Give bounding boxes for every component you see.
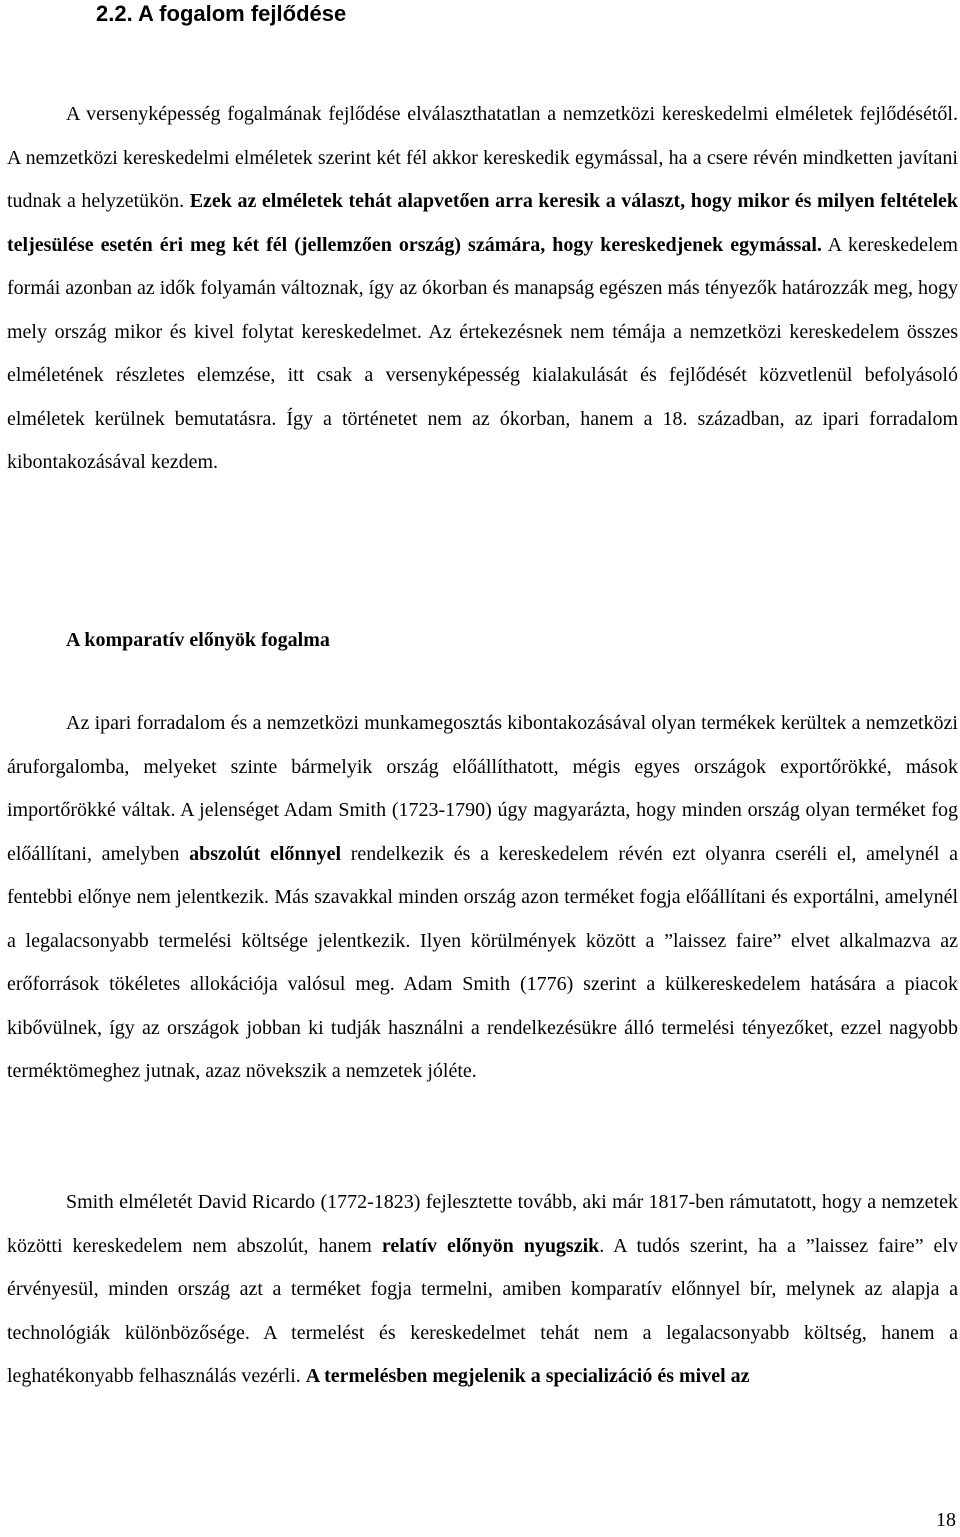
paragraph-3-text-b: . A tudós szerint, ha a ”laissez faire” elv érvényesül, minden ország azt a terméket fogja termelni, amiben komparatív előnnyel bír, melynek az alapja a technológiák különbözősége. A termelést és kereskedelmet tehát nem a legalacsonyabb költség, hanem a leghatékonyabb felhasználás vezérli. xyxy=(7,1234,958,1387)
paragraph-2-text-b: rendelkezik és a kereskedelem révén ezt olyanra cseréli el, amelynél a fentebbi előnye nem jelentkezik. Más szavakkal minden ország azon terméket fogja előállítani és exportálni, amelynél a legalacsonyabb termelési költsége jelentkezik. Ilyen körülmények között a ”laissez faire” elvet alkalmazva az erőforrások tökéletes allokációja valósul meg. Adam Smith (1776) szerint a külkereskedelem hatására a piacok kibővülnek, így az országok jobban ki tudják használni a rendelkezésükre álló termelési tényezőket, ezzel nagyobb terméktömeghez jutnak, azaz növekszik a nemzetek jóléte. xyxy=(7,842,958,1082)
paragraph-1 xyxy=(7,93,958,485)
paragraph-2-text-a: Az ipari forradalom és a nemzetközi munkamegosztás kibontakozásával olyan termékek kerültek a nemzetközi áruforgalomba, melyeket szinte bármelyik ország előállíthatott, mégis egyes országok exportőrökké, mások importőrökké váltak. A jelenséget Adam Smith (1723-1790) úgy magyarázta, hogy minden ország olyan terméket fog előállítani, amelyben xyxy=(7,712,958,865)
paragraph-3-text-a: Smith elméletét David Ricardo (1772-1823) fejlesztette tovább, aki már 1817-ben rámutatott, hogy a nemzetek közötti kereskedelem nem abszolút, hanem xyxy=(7,1191,958,1257)
paragraph-3-bold: relatív előnyön nyugszik xyxy=(381,1234,600,1257)
paragraph-3-bold-end: A termelésben megjelenik a specializáció és mivel az xyxy=(305,1365,750,1387)
section-heading: 2.2. A fogalom fejlődése xyxy=(96,1,347,26)
paragraph-2-bold: abszolút előnnyel xyxy=(189,842,342,865)
paragraph-2 xyxy=(7,702,958,1094)
paragraph-1-text-a: A versenyképesség fogalmának fejlődése elválaszthatatlan a nemzetközi kereskedelmi elméletek fejlődésétől. A nemzetközi kereskedelmi elméletek szerint két fél akkor kereskedik egymással, ha a csere révén mindketten javítani tudnak a helyzetükön. xyxy=(7,103,958,212)
paragraph-1-bold: Ezek az elméletek tehát alapvetően arra keresik a választ, hogy mikor és milyen feltételek teljesülése esetén éri meg két fél (jellemzően ország) számára, hogy kereskedjenek egymással. xyxy=(7,190,959,256)
page-number: 18 xyxy=(936,1509,956,1531)
paragraph-3 xyxy=(7,1181,958,1399)
paragraph-1-text-b: A kereskedelem formái azonban az idők folyamán változnak, így az ókorban és manapság egészen más tényezők határozzák meg, hogy mely ország mikor és kivel folytat kereskedelmet. Az értekezésnek nem témája a nemzetközi kereskedelem összes elméletének részletes elemzése, itt csak a versenyképesség kialakulását és fejlődését közvetlenül befolyásoló elméletek kerülnek bemutatásra. Így a történetet nem az ókorban, hanem a 18. században, az ipari forradalom kibontakozásával kezdem. xyxy=(7,233,958,473)
subsection-heading: A komparatív előnyök fogalma xyxy=(66,629,330,651)
